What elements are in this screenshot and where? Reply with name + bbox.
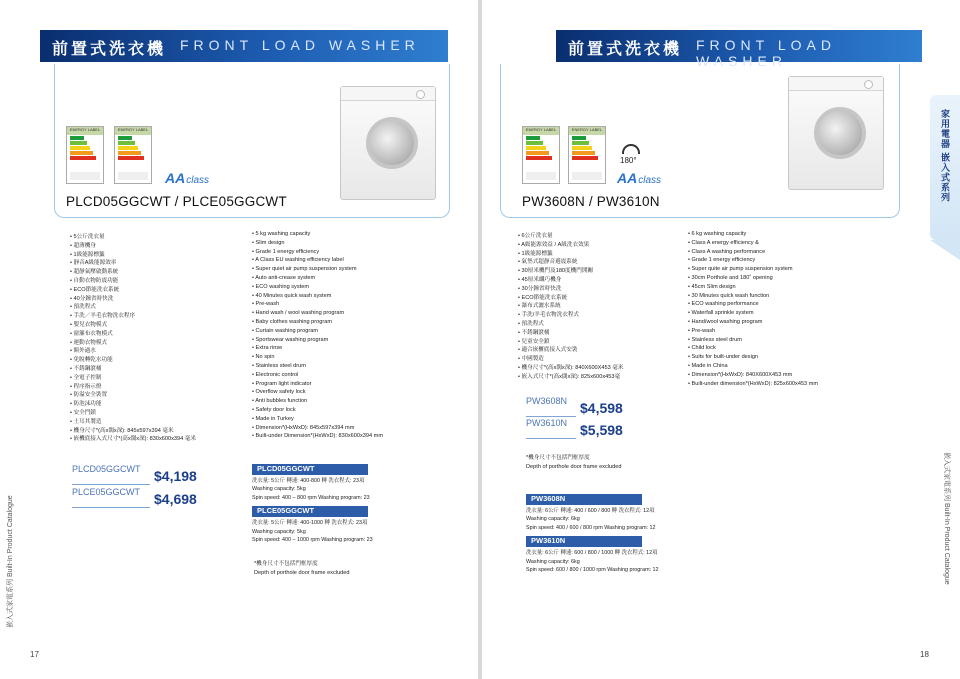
feature-item: • 超薄機身 [70,242,96,249]
feature-item: • Built-under dimension*(HxWxD): 825x600x453 mm [688,380,819,387]
feature-item: • 40分鐘省時快洗 [70,295,114,302]
energy-label-2 [114,126,152,184]
header-title-zh: 前置式洗衣機 [52,41,167,58]
energy-label-2 [568,126,606,184]
energy-label-title: ENERGY LABEL [569,127,605,135]
spec-model: PW3608N [526,494,642,505]
aa-text: AA [165,170,186,186]
header-title-en: FRONT LOAD WASHER [180,37,420,53]
price-value: $5,598 [580,422,623,438]
features-en-list [252,230,383,441]
spec-line: Washing capacity: 6kg [526,558,580,565]
price-model: PLCE05GGCWT [72,487,141,497]
feature-item: • 1級能源標籤 [518,250,553,257]
class-text: class [638,175,662,186]
spec-model: PW3610N [526,536,642,547]
feature-item: • Super quiet air pump suspension system [252,266,357,273]
feature-item: • 30分鐘省時快洗 [518,285,562,292]
feature-item: • 嬰兒衣物模式 [70,321,108,328]
rotation-label: 180° [620,156,637,165]
spec-line: Washing capacity: 5kg [252,486,306,493]
feature-item: • Program light indicator [252,380,312,387]
feature-item: • 超靜氣壓啟動系統 [70,269,119,276]
feature-item: • 適合嵌櫃底接入式安裝 [518,347,578,354]
feature-item: • 運動衣物模式 [70,339,108,346]
aa-text: AA [617,170,638,186]
dial-knob [416,90,425,99]
note-line: Depth of porthole door frame excluded [254,569,350,576]
feature-item: • Class A energy efficiency & [688,239,759,246]
price-model: PW3610N [526,418,568,428]
feature-item: • 嵌機底接入式尺寸*(高x闊x深): 830x600x394 毫米 [70,436,196,443]
energy-label-title: ENERGY LABEL [115,127,151,135]
feature-item: • 防泡沫功能 [70,401,102,408]
model-title: PLCD05GGCWT / PLCE05GGCWT [66,194,287,209]
price-value: $4,698 [154,491,197,507]
spec-block [526,536,659,574]
category-tab-label: 家用電器 嵌入式系列 [940,109,950,203]
feature-item: • Super quite air pump suspension system [688,266,793,273]
feature-item: • 6 kg washing capacity [688,231,747,237]
left-page [0,0,478,679]
class-text: class [186,175,210,186]
note-line: *機身尺寸不包括門框厚度 [526,455,590,461]
note-line: *機身尺寸不包括門框厚度 [254,561,318,567]
feature-item: • Sportswear washing program [252,336,329,343]
feature-item: • 兒童安全鎖 [518,338,550,345]
feature-item: • Made in Turkey [252,415,294,422]
spec-line: Spin speed: 400 / 600 / 800 rpm Washing program: 12 [526,524,656,531]
washer-door [814,107,866,159]
feature-item: • 防溢安全裝置 [70,392,108,399]
feature-item: • Anti bubbles function [252,398,308,405]
side-catalogue-text: 嵌入式家電系列 Built-In Product Catalogue [943,452,950,585]
feature-item: • 瀑布式灑水系統 [518,303,561,310]
feature-item: • 預洗程式 [70,304,96,311]
washer-door [366,117,418,169]
price-row-2 [72,487,202,509]
price-row-2 [526,418,636,440]
feature-item: • 30 Minutes quick wash function [688,292,770,299]
feature-item: • Stainless steel drum [688,336,742,343]
feature-item: • 土耳其製造 [70,418,102,425]
feature-item: • 1級能源標籤 [70,251,105,258]
dimension-note [526,454,621,471]
right-page [482,0,960,679]
feature-item: • 中國製造 [518,356,544,363]
spec-line: 洗衣量: 5公斤 轉速: 400-800 轉 洗衣程式: 23項 [252,477,365,484]
feature-item: • 窗簾布衣物模式 [70,330,113,337]
feature-item: • 6公斤洗衣量 [518,233,553,239]
feature-item: • Stainless steel drum [252,362,306,369]
feature-item: • Safety door lock [252,406,296,413]
aa-class-logo [165,170,209,186]
features-zh-list [70,233,196,444]
feature-item: • Grade 1 energy efficiency [688,257,756,264]
energy-label-title: ENERGY LABEL [523,127,559,135]
feature-item: • A級能源效益 / A級洗衣效果 [518,241,590,248]
features-zh-list [518,232,623,382]
header-banner [556,30,922,69]
spec-block [252,506,373,544]
feature-item: • 手洗／羊毛衣物洗衣程序 [70,313,136,320]
feature-item: • Dimension*(HxWxD): 840X600X453 mm [688,371,793,378]
spec-line: Spin speed: 600 / 800 / 1000 rpm Washing program: 12 [526,567,659,574]
feature-item: • Class A washing performance [688,248,766,255]
feature-item: • 嵌入式尺寸*(高x闊x深): 825x600x453毫 [518,373,621,380]
spec-model: PLCD05GGCWT [252,464,368,475]
spec-line: 洗衣量: 5公斤 轉速: 400-1000 轉 洗衣程式: 23項 [252,519,368,526]
price-row-1 [526,396,636,418]
side-catalogue-text: 嵌入式家電系列 Built-In Product Catalogue [7,495,14,628]
feature-item: • Suits for built-under design [688,354,759,361]
feature-item: • Dimension*(HxWxD): 845x597x394 mm [252,424,355,431]
spec-line: 洗衣量: 6公斤 轉速: 600 / 800 / 1000 轉 洗衣程式: 12項 [526,549,658,556]
note-line: Depth of porthole door frame excluded [526,463,622,470]
price-value: $4,198 [154,468,197,484]
price-model: PW3608N [526,396,568,406]
spec-block [526,494,659,532]
feature-item: • No spin [252,354,275,361]
feature-item: • Grade 1 energy efficiency [252,248,320,255]
feature-item: • 不銹鋼滾桶 [518,329,550,336]
energy-label-1 [522,126,560,184]
spec-line: Washing capacity: 6kg [526,516,580,523]
header-banner [40,30,448,62]
price-row-1 [72,464,202,486]
feature-item: • ECO washing system [252,283,309,290]
feature-item: • Extra rinse [252,345,283,352]
feature-item: • Pre-wash [688,327,716,334]
feature-item: • Made in China [688,362,728,369]
feature-item: • 5 kg washing capacity [252,231,311,237]
aa-class-logo [617,170,661,186]
energy-label-1 [66,126,104,184]
feature-item: • Baby clothes washing program [252,318,333,325]
feature-item: • 機身尺寸*(高x闊x深): 845x597x394 毫米 [70,427,174,434]
feature-item: • 45厘米纖巧機身 [518,276,562,283]
dial-knob [864,80,873,89]
feature-item: • Overflow safety lock [252,389,306,396]
feature-item: • Curtain washing program [252,327,319,334]
price-value: $4,598 [580,400,623,416]
feature-item: • Auto anti-crease system [252,274,316,281]
header-title-zh: 前置式洗衣機 [568,41,683,58]
feature-item: • 全電子控制 [70,374,102,381]
spec-line: Washing capacity: 5kg [252,528,306,535]
feature-item: • 40 Minutes quick wash system [252,292,332,299]
spec-blocks [252,464,373,549]
feature-item: • 手洗/羊毛衣物洗衣程式 [518,312,580,319]
feature-item: • ECO節能洗衣系統 [518,294,568,301]
spec-line: Spin speed: 400 – 1000 rpm Washing program: 23 [252,537,373,544]
feature-item: • 5公斤洗衣量 [70,234,105,240]
spec-block [252,464,373,502]
dimension-note [254,560,349,577]
feature-item: • 程序指示燈 [70,383,102,390]
header-title-en: FRONT LOAD WASHER [696,37,836,69]
spec-blocks [526,494,659,579]
category-tab[interactable] [930,95,960,240]
feature-item: • Electronic control [252,371,299,378]
feature-item: • Pre-wash [252,301,280,308]
page-number: 18 [920,650,929,659]
feature-item: • 免脫轉乾水功能 [70,357,113,364]
feature-item: • 不銹鋼滾桶 [70,365,102,372]
feature-item: • 自動衣物防震功能 [70,277,119,284]
feature-item: • Hand wash / wool washing program [252,310,345,317]
washer-image [788,76,884,190]
feature-item: • 氣墊式超靜音避震系統 [518,259,578,266]
feature-item: • 額外過水 [70,348,96,355]
feature-item: • 機身尺寸*(高x闊x深): 840X600X453 毫米 [518,364,624,371]
feature-item: • Waterfall sprinkle system [688,310,754,317]
feature-item: • 靜音A級能源效率 [70,260,117,267]
feature-item: • Slim design [252,239,285,246]
feature-item: • Built-under Dimension*(HxWxD): 830x600x394 mm [252,433,383,440]
page-number: 17 [30,650,39,659]
feature-item: • Hand/wool washing program [688,318,763,325]
price-model: PLCD05GGCWT [72,464,141,474]
feature-item: • A Class EU washing efficiency label [252,257,344,264]
feature-item: • ECO washing performance [688,301,759,308]
model-title: PW3608N / PW3610N [522,194,660,209]
feature-item: • 30厘米機門及180度機門開關 [518,268,594,275]
feature-item: • 安全門鎖 [70,409,96,416]
rotation-180-icon [618,144,644,168]
spec-line: 洗衣量: 6公斤 轉速: 400 / 600 / 800 轉 洗衣程式: 12項 [526,507,655,514]
feature-item: • Child lock [688,345,716,352]
feature-item: • 預洗程式 [518,320,544,327]
feature-item: • ECO節能洗衣系統 [70,286,120,293]
feature-item: • 30cm Porthole and 180˚ opening [688,274,773,281]
spec-model: PLCE05GGCWT [252,506,368,517]
feature-item: • 45cm Slim design [688,283,736,290]
spec-line: Spin speed: 400 – 800 rpm Washing program: 23 [252,494,370,501]
washer-image [340,86,436,200]
features-en-list [688,230,818,388]
energy-label-title: ENERGY LABEL [67,127,103,135]
